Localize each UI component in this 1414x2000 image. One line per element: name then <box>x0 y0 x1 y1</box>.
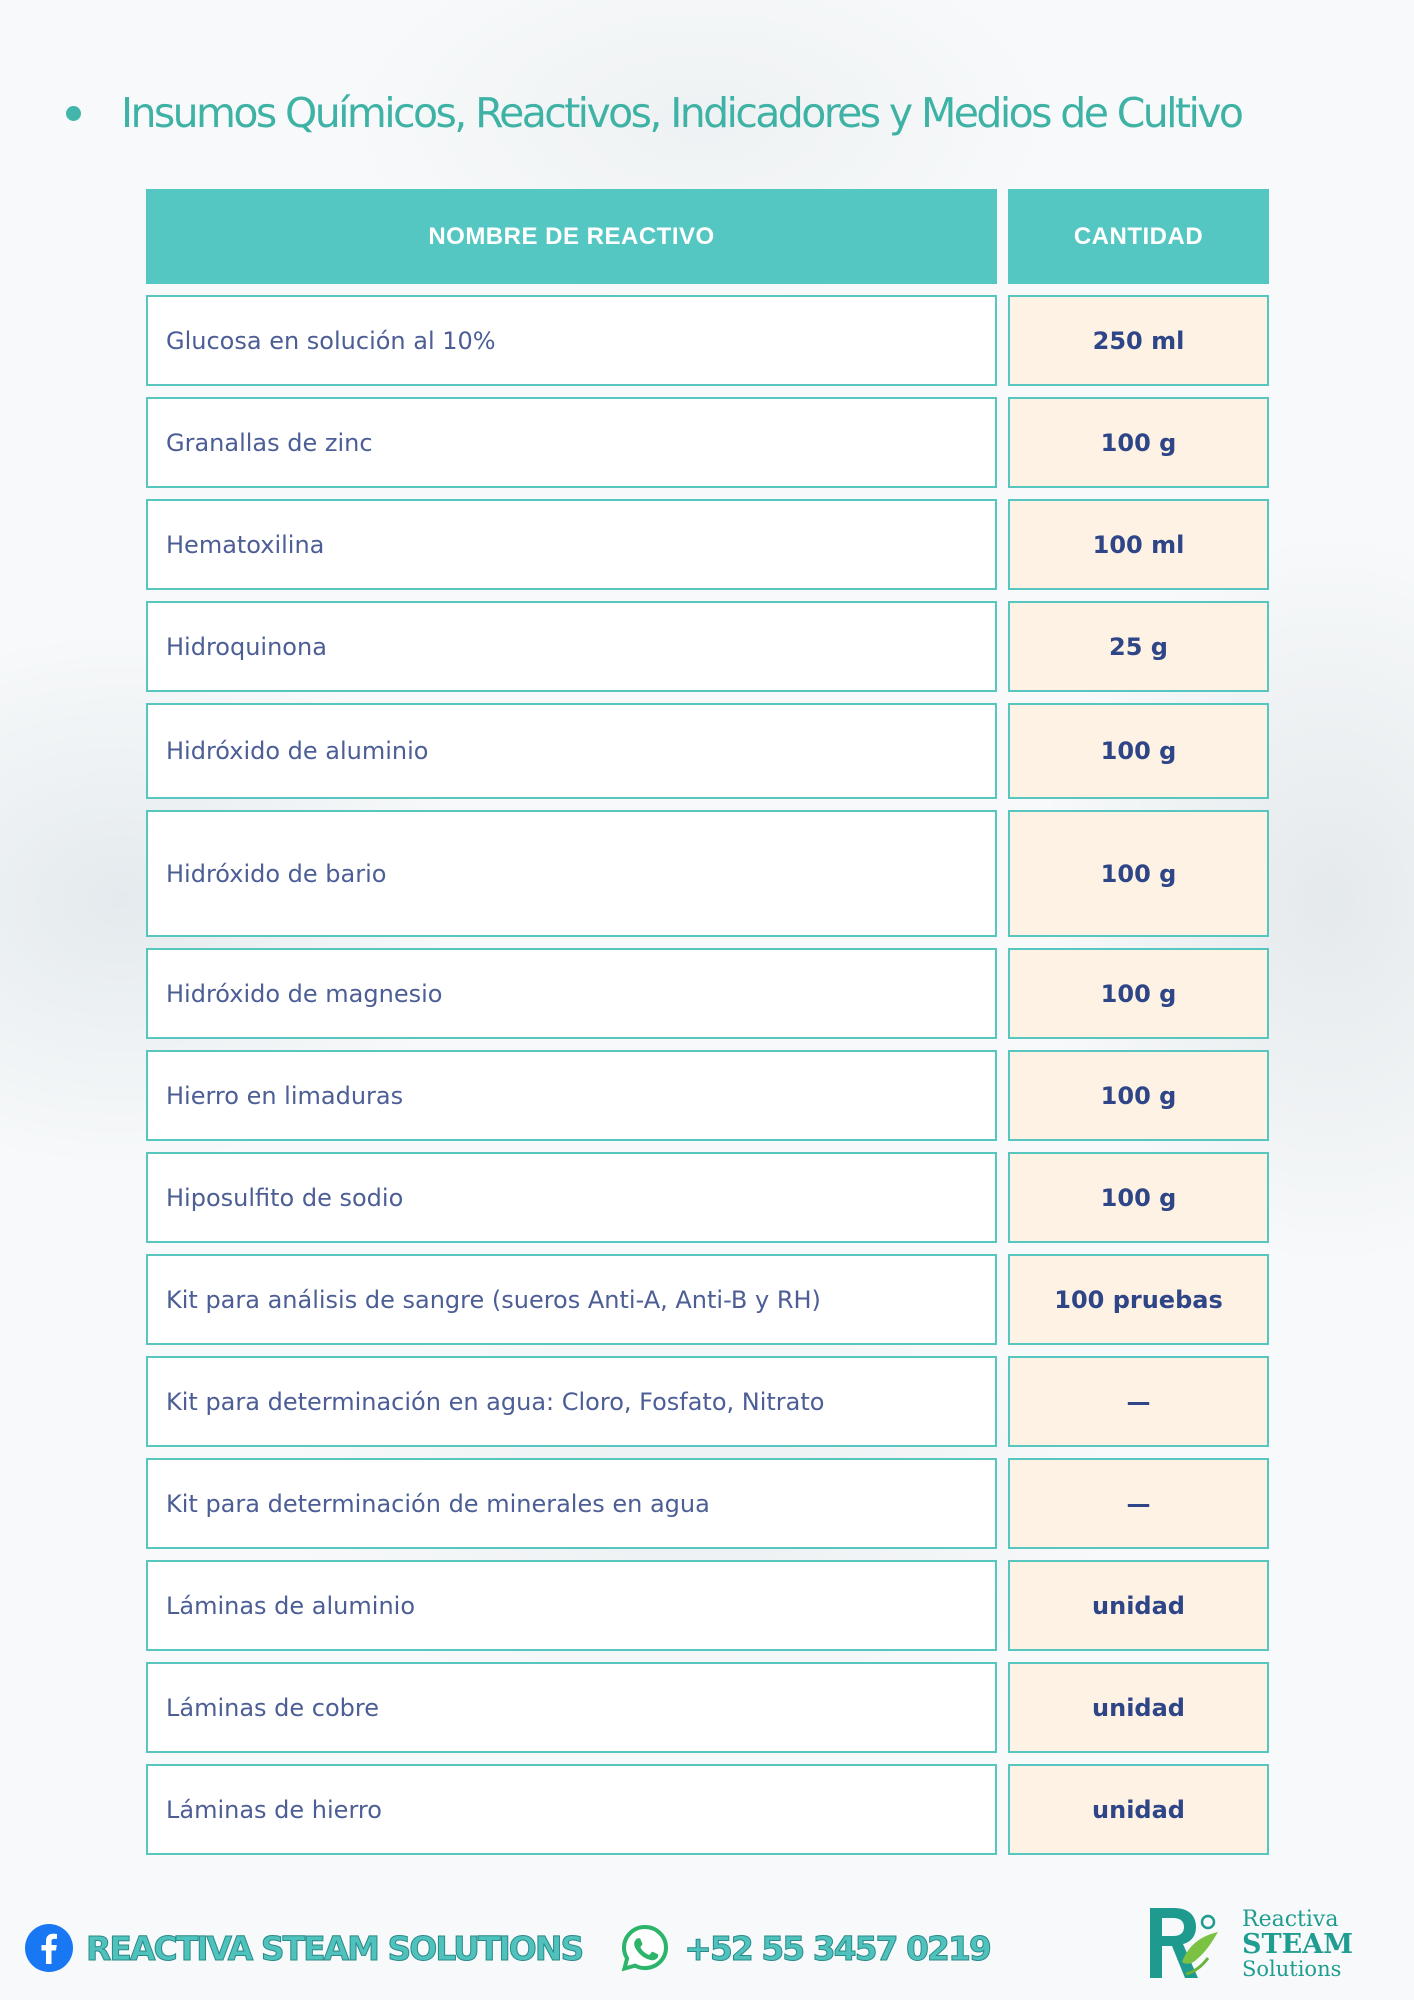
reagent-name: Hidroquinona <box>166 632 327 661</box>
table-row <box>146 1152 1269 1243</box>
table-row <box>146 295 1269 386</box>
reagent-name: Hiposulfito de sodio <box>166 1183 404 1212</box>
table-row <box>146 1764 1269 1855</box>
quantity-cell <box>1008 1764 1269 1855</box>
phone-number[interactable]: +52 55 3457 0219 <box>684 1928 990 1968</box>
reagent-name: Láminas de hierro <box>166 1795 382 1824</box>
reagent-quantity: — <box>1126 1387 1151 1416</box>
reagent-name: Láminas de cobre <box>166 1693 380 1722</box>
table-row <box>146 1254 1269 1345</box>
table-row <box>146 703 1269 799</box>
reagent-name: Granallas de zinc <box>166 428 373 457</box>
name-cell <box>146 810 997 937</box>
reagent-quantity: 100 g <box>1100 1183 1177 1212</box>
reagent-name: Hierro en limaduras <box>166 1081 404 1110</box>
reagent-name: Láminas de aluminio <box>166 1591 415 1620</box>
reagent-quantity: unidad <box>1092 1795 1185 1824</box>
quantity-cell <box>1008 1458 1269 1549</box>
reagent-quantity: unidad <box>1092 1591 1185 1620</box>
quantity-cell <box>1008 295 1269 386</box>
table-row <box>146 1662 1269 1753</box>
logo-line-1: Reactiva <box>1242 1907 1339 1932</box>
name-cell <box>146 1662 997 1753</box>
quantity-cell <box>1008 1254 1269 1345</box>
page-title: Insumos Químicos, Reactivos, Indicadores y Medios de Cultivo <box>121 89 1242 137</box>
quantity-cell <box>1008 1662 1269 1753</box>
header-quantity-cell <box>1008 189 1269 284</box>
table-row <box>146 1560 1269 1651</box>
header-name: NOMBRE DE REACTIVO <box>428 222 715 250</box>
name-cell <box>146 295 997 386</box>
table-header-row <box>146 189 1269 284</box>
table-row <box>146 1050 1269 1141</box>
reagent-name: Glucosa en solución al 10% <box>166 326 496 355</box>
facebook-icon[interactable] <box>24 1923 74 1973</box>
footer-contact <box>24 1920 990 1976</box>
quantity-cell <box>1008 601 1269 692</box>
name-cell <box>146 499 997 590</box>
name-cell <box>146 1050 997 1141</box>
quantity-cell <box>1008 1356 1269 1447</box>
reagent-quantity: — <box>1126 1489 1151 1518</box>
section-heading <box>60 78 1360 148</box>
reagent-quantity: 100 g <box>1100 859 1177 888</box>
table-row <box>146 1356 1269 1447</box>
reagent-name: Hidróxido de magnesio <box>166 979 443 1008</box>
name-cell <box>146 1560 997 1651</box>
quantity-cell <box>1008 1560 1269 1651</box>
table-row <box>146 397 1269 488</box>
table-row <box>146 499 1269 590</box>
reagent-name: Kit para determinación en agua: Cloro, Fosfato, Nitrato <box>166 1387 825 1416</box>
reagent-quantity: 25 g <box>1109 632 1168 661</box>
reagent-name: Hidróxido de aluminio <box>166 737 429 765</box>
table-row <box>146 948 1269 1039</box>
logo-line-3: Solutions <box>1242 1957 1342 1981</box>
name-cell <box>146 1254 997 1345</box>
quantity-cell <box>1008 810 1269 937</box>
whatsapp-icon[interactable] <box>620 1923 670 1973</box>
bullet-icon <box>66 106 81 121</box>
table-row <box>146 601 1269 692</box>
reagent-name: Kit para análisis de sangre (sueros Anti-A, Anti-B y RH) <box>166 1285 821 1314</box>
table-row <box>146 810 1269 937</box>
quantity-cell <box>1008 703 1269 799</box>
name-cell <box>146 1152 997 1243</box>
company-logo <box>1148 1902 1368 1982</box>
quantity-cell <box>1008 1050 1269 1141</box>
table-row <box>146 1458 1269 1549</box>
name-cell <box>146 1356 997 1447</box>
quantity-cell <box>1008 1152 1269 1243</box>
quantity-cell <box>1008 397 1269 488</box>
reagent-quantity: 100 g <box>1100 428 1177 457</box>
header-quantity: CANTIDAD <box>1073 222 1204 250</box>
name-cell <box>146 703 997 799</box>
reagent-quantity: 250 ml <box>1092 326 1185 355</box>
reagent-quantity: 100 g <box>1100 1081 1177 1110</box>
name-cell <box>146 948 997 1039</box>
reagent-name: Kit para determinación de minerales en agua <box>166 1489 710 1518</box>
name-cell <box>146 1458 997 1549</box>
quantity-cell <box>1008 948 1269 1039</box>
reagent-name: Hidróxido de bario <box>166 859 387 888</box>
name-cell <box>146 1764 997 1855</box>
reagent-quantity: 100 g <box>1100 979 1177 1008</box>
name-cell <box>146 601 997 692</box>
reagent-quantity: 100 ml <box>1092 530 1185 559</box>
name-cell <box>146 397 997 488</box>
quantity-cell <box>1008 499 1269 590</box>
reagents-table <box>146 189 1269 1866</box>
header-name-cell <box>146 189 997 284</box>
reagent-quantity: 100 g <box>1100 737 1177 765</box>
reagent-name: Hematoxilina <box>166 530 325 559</box>
logo-line-2: STEAM <box>1242 1929 1354 1960</box>
brand-link[interactable]: REACTIVA STEAM SOLUTIONS <box>86 1928 583 1968</box>
reagent-quantity: unidad <box>1092 1693 1185 1722</box>
reagent-quantity: 100 pruebas <box>1054 1285 1223 1314</box>
